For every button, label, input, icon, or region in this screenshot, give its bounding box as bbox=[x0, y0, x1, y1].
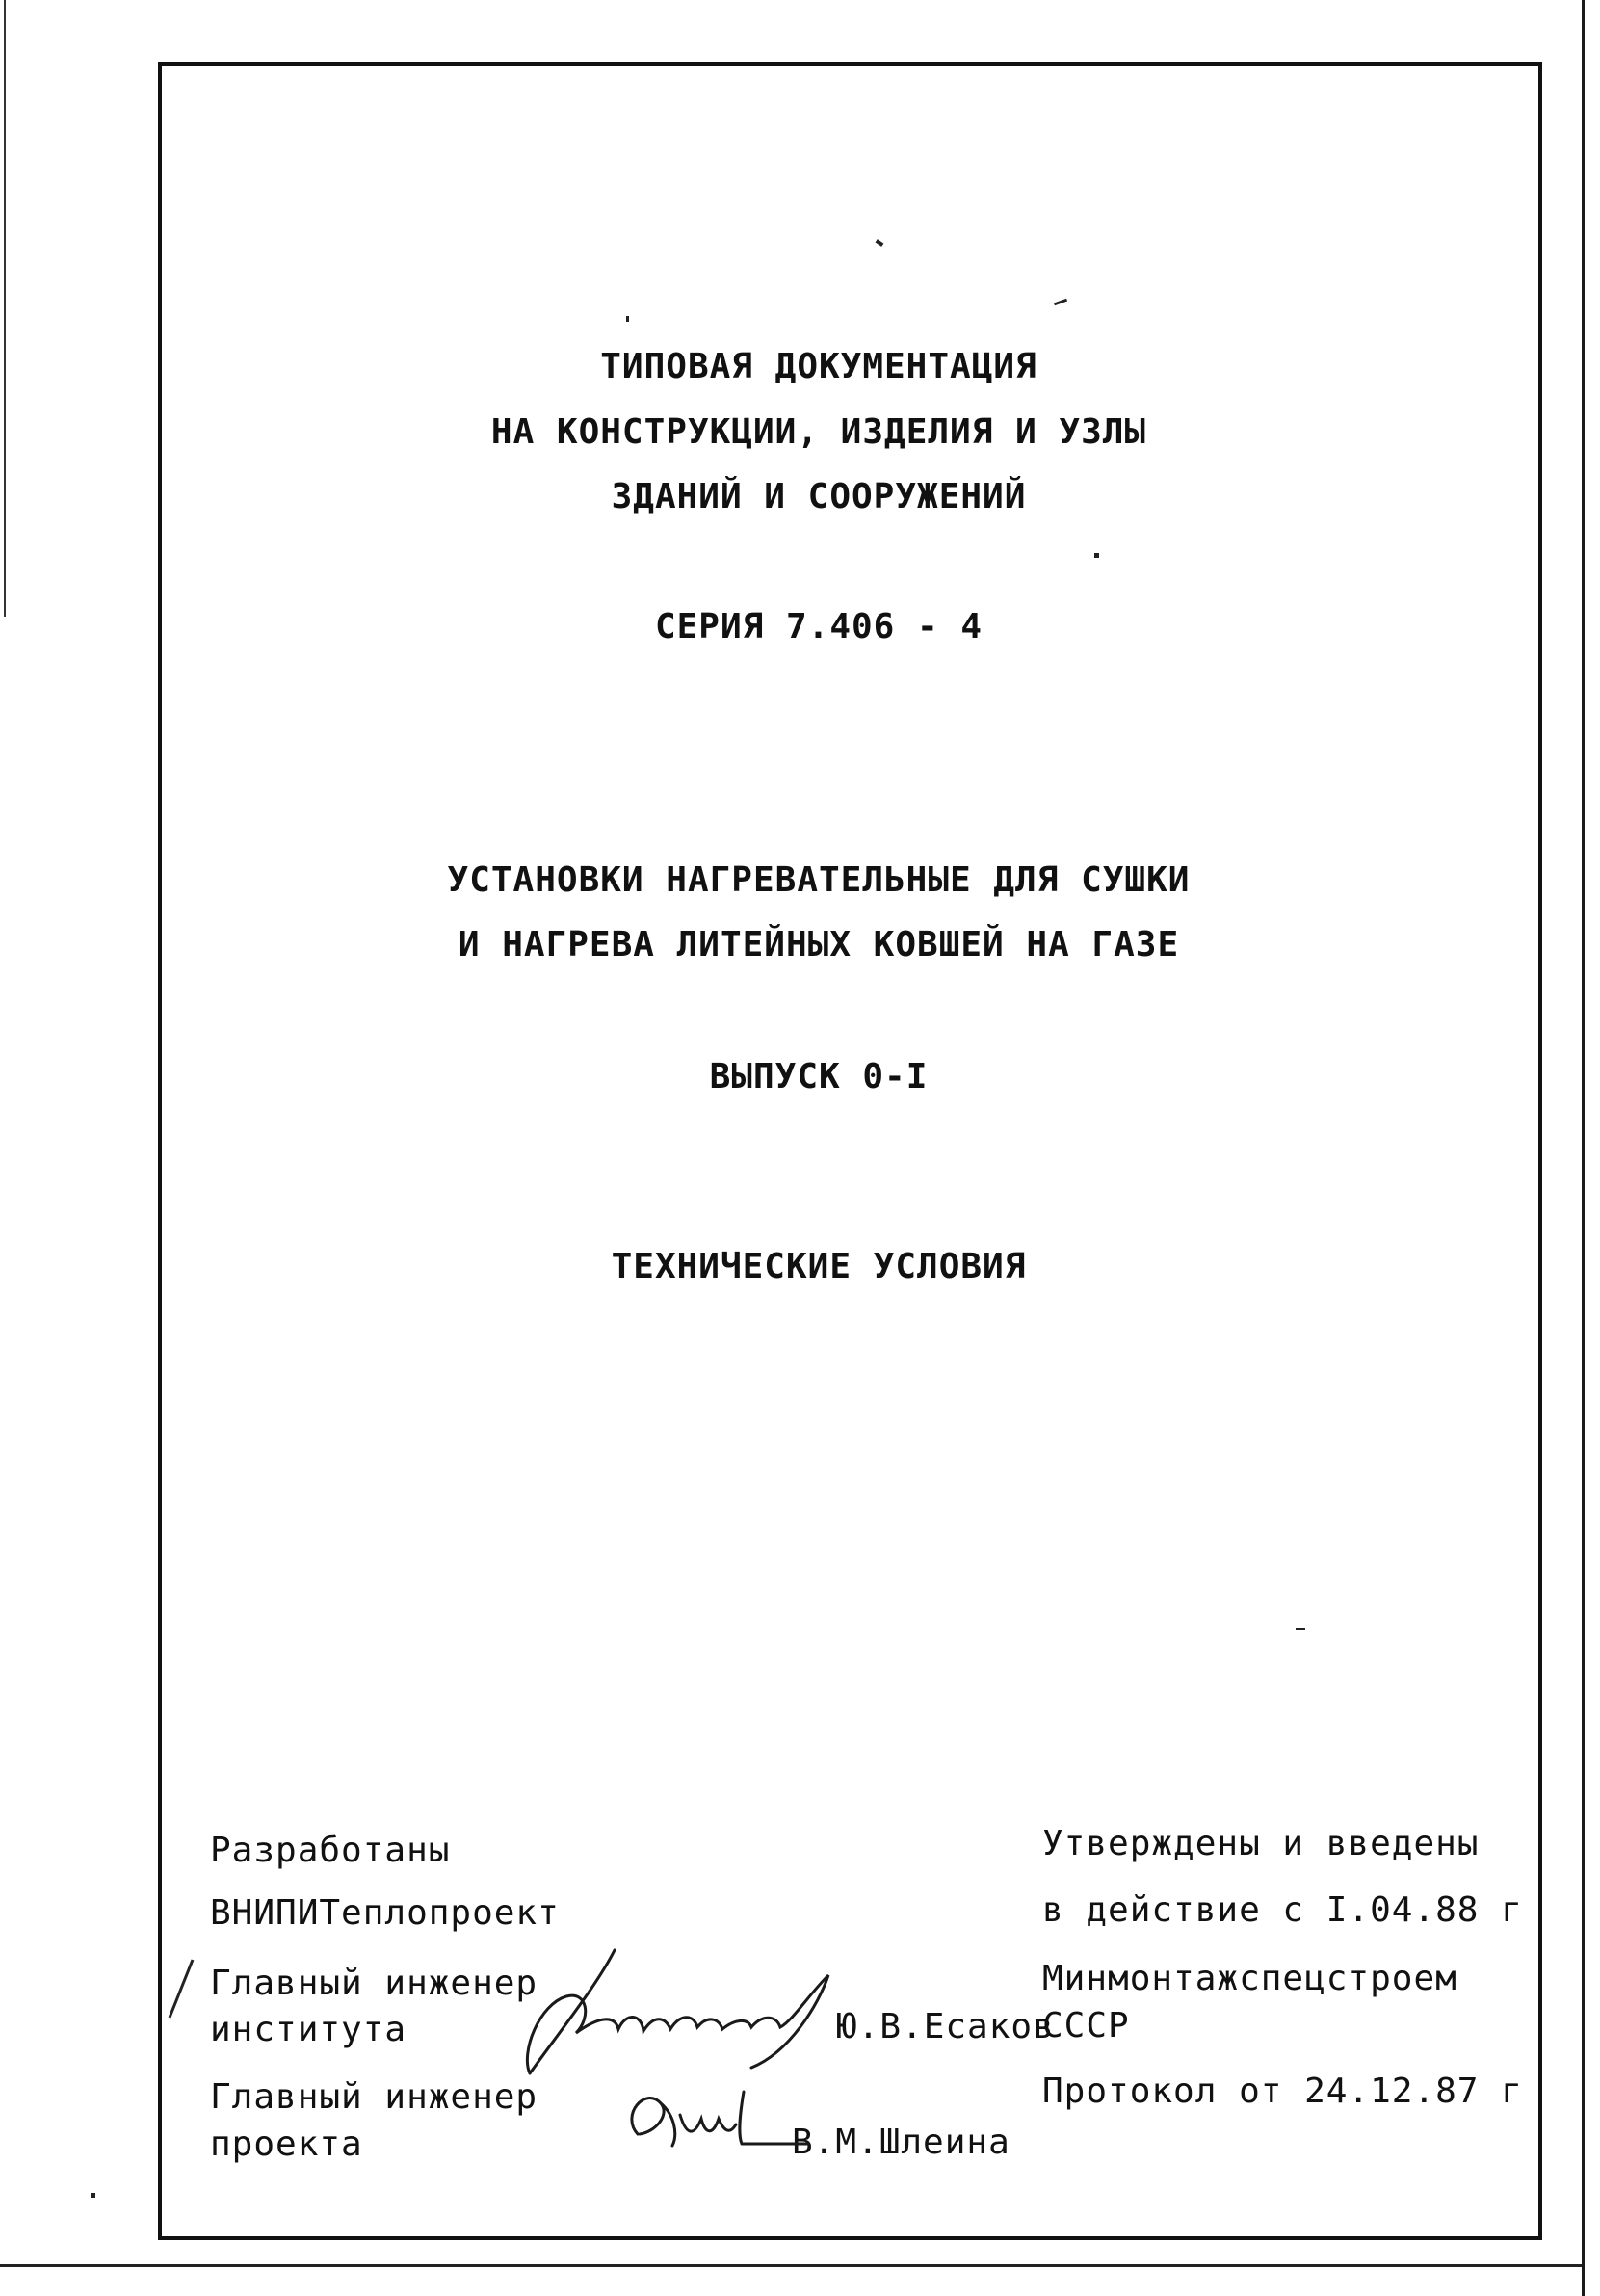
signature-shleina bbox=[616, 2076, 809, 2163]
chief-project-role-1: Главный инженер bbox=[210, 2077, 538, 2117]
approved-line-4: СССР bbox=[1042, 2006, 1130, 2045]
series-label: СЕРИЯ 7.406 - 4 bbox=[654, 607, 984, 647]
chief-institute-name: Ю.В.Есаков bbox=[836, 2007, 1055, 2046]
page-edge-right bbox=[1582, 0, 1585, 2296]
header-line-3: ЗДАНИЙ И СООРУЖЕНИЙ bbox=[611, 477, 1027, 516]
scan-speck bbox=[91, 2193, 95, 2198]
title-line-1: УСТАНОВКИ НАГРЕВАТЕЛЬНЫЕ ДЛЯ СУШКИ bbox=[447, 860, 1191, 900]
issue-label: ВЫПУСК 0-I bbox=[709, 1057, 929, 1096]
chief-project-name: В.М.Шлеина bbox=[792, 2123, 1010, 2162]
chief-institute-role-2: института bbox=[210, 2010, 407, 2049]
approved-line-5: Протокол от 24.12.87 г bbox=[1042, 2072, 1523, 2111]
bottom-rule bbox=[0, 2264, 1582, 2267]
scan-speck bbox=[1094, 553, 1099, 558]
pen-mark bbox=[164, 1956, 202, 2023]
developed-label: Разработаны bbox=[210, 1831, 451, 1870]
chief-project-role-2: проекта bbox=[210, 2124, 363, 2164]
approved-line-1: Утверждены и введены bbox=[1042, 1824, 1480, 1863]
subtitle: ТЕХНИЧЕСКИЕ УСЛОВИЯ bbox=[611, 1247, 1027, 1286]
title-line-2: И НАГРЕВА ЛИТЕЙНЫХ КОВШЕЙ НА ГАЗЕ bbox=[458, 925, 1180, 964]
chief-institute-role-1: Главный инженер bbox=[210, 1964, 538, 2003]
scan-speck bbox=[626, 316, 629, 322]
signature-esakov bbox=[491, 1937, 848, 2081]
developed-org: ВНИПИТеплопроект bbox=[210, 1893, 560, 1933]
page-edge-left bbox=[4, 0, 6, 617]
approved-line-2: в действие с I.04.88 г bbox=[1042, 1890, 1523, 1930]
approved-line-3: Минмонтажспецстроем bbox=[1042, 1959, 1457, 1998]
header-line-1: ТИПОВАЯ ДОКУМЕНТАЦИЯ bbox=[600, 347, 1037, 386]
scan-speck bbox=[1296, 1628, 1305, 1630]
header-line-2: НА КОНСТРУКЦИИ, ИЗДЕЛИЯ И УЗЛЫ bbox=[490, 412, 1147, 452]
